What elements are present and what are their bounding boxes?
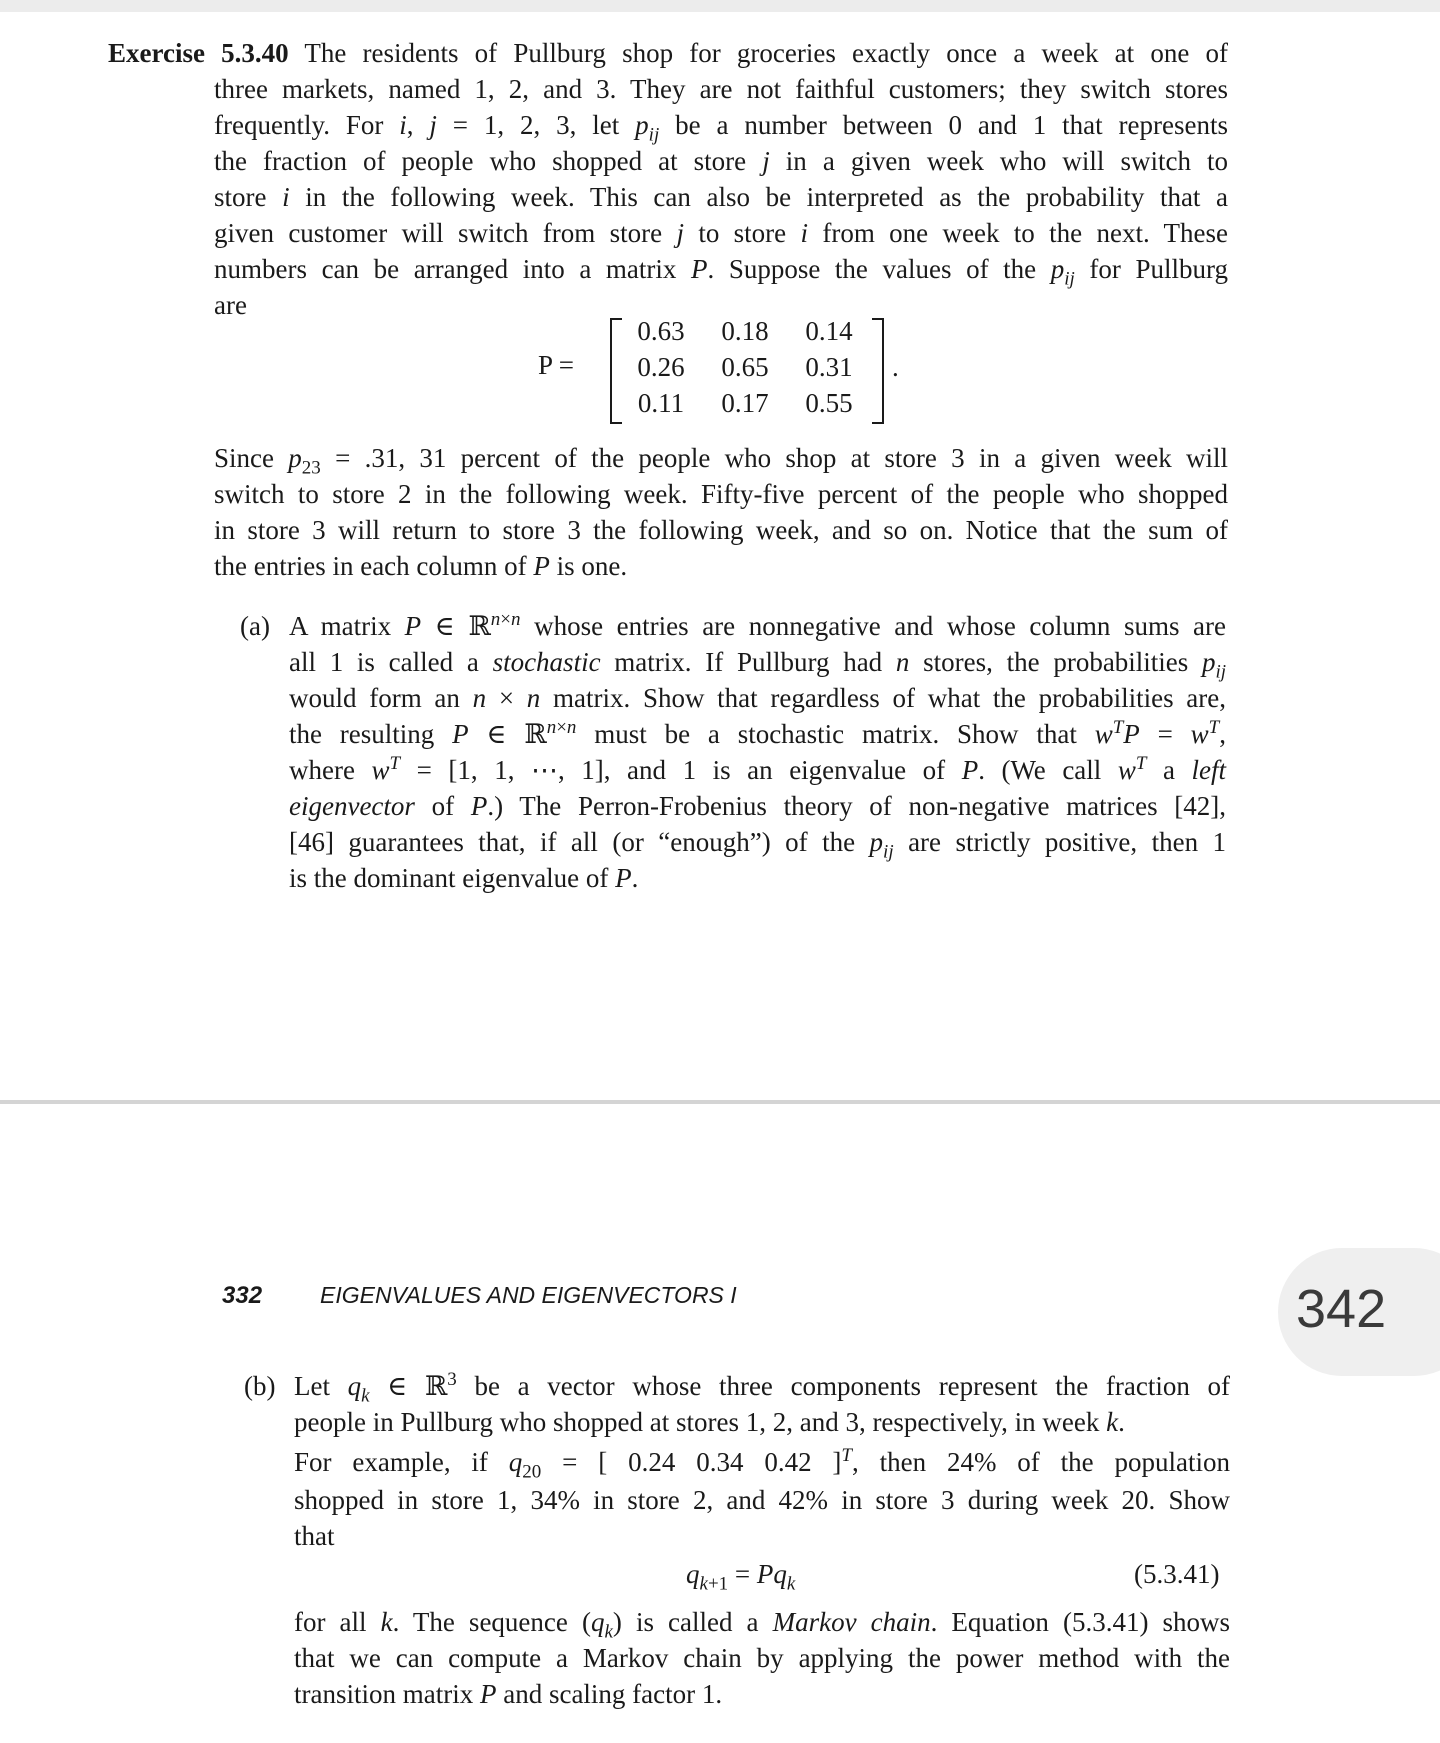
part-b-marker: (b) bbox=[244, 1371, 276, 1401]
matrix-cell: 0.17 bbox=[721, 388, 769, 418]
part-a-line-7: [46] guarantees that, if all (or “enough”) of the $p_{ij}$ are strictly positive, then 1 bbox=[289, 827, 1227, 863]
part-a-line-2: all 1 is called a stochastic matrix. If Pullburg had n stores, the probabilities $p_{ij}$ bbox=[289, 647, 1227, 683]
exercise-label: Exercise 5.3.40 bbox=[108, 38, 289, 68]
part-a-line-3: would form an n × n matrix. Show that regardless of what the probabilities are, bbox=[289, 683, 1227, 713]
page-divider bbox=[0, 1100, 1440, 1104]
part-b-line-5: that bbox=[294, 1521, 335, 1551]
matrix-cell: 0.63 bbox=[637, 316, 685, 346]
part-a-line-5: where $w^T = [1$, 1, ⋯, 1], and 1 is an eigenvalue of P. (We call $w^T$ a left bbox=[289, 753, 1227, 785]
viewer-page-indicator bbox=[1278, 1248, 1440, 1376]
equation-label: (5.3.41) bbox=[1134, 1559, 1220, 1589]
exercise-line-1: Exercise 5.3.40 The residents of Pullburg shop for groceries exactly once a week at one of bbox=[108, 38, 1229, 68]
para2-line-2: switch to store 2 in the following week. Fifty-five percent of the people who shopped bbox=[214, 479, 1228, 509]
matrix-cell: 0.11 bbox=[637, 388, 685, 418]
part-a-line-6: eigenvector of P.) The Perron-Frobenius theory of non-negative matrices [42], bbox=[289, 791, 1227, 821]
part-b-line-1: Let $q_k$ ∈ ℝ$^3$ be a vector whose three components represent the fraction of bbox=[294, 1369, 1231, 1407]
part-a-line-8: is the dominant eigenvalue of P. bbox=[289, 863, 639, 893]
viewer-top-bar bbox=[0, 0, 1440, 12]
matrix-cell: 0.18 bbox=[721, 316, 769, 346]
exercise-line-3: frequently. For i, j = 1, 2, 3, let $p_{ij}$ be a number between 0 and 1 that represents bbox=[214, 110, 1229, 146]
para2-line-1: Since $p_{23} = .31$, 31 percent of the people who shop at store 3 in a given week will bbox=[214, 443, 1228, 479]
para2-line-3: in store 3 will return to store 3 the following week, and so on. Notice that the sum of bbox=[214, 515, 1228, 545]
exercise-line-6: given customer will switch from store j to store i from one week to the next. These bbox=[214, 218, 1229, 248]
part-b-line-8: that we can compute a Markov chain by applying the power method with the bbox=[294, 1643, 1230, 1673]
exercise-line-8: are bbox=[214, 290, 247, 320]
markov-equation: $q_{k+1} = Pq_k$ bbox=[686, 1559, 796, 1595]
part-a-line-1: A matrix P ∈ ℝ$^{n\times n}$ whose entries are nonnegative and whose column sums are bbox=[289, 609, 1227, 641]
exercise-line-2: three markets, named 1, 2, and 3. They are not faithful customers; they switch stores bbox=[214, 74, 1228, 104]
part-b-line-3: For example, if $q_{20}$ = [ 0.24 0.34 0.42 ]$^T$, then 24% of the population bbox=[294, 1445, 1230, 1483]
transition-matrix bbox=[530, 312, 910, 424]
exercise-line-5: store i in the following week. This can also be interpreted as the probability that a bbox=[214, 182, 1229, 212]
matrix-right-bracket bbox=[872, 318, 884, 424]
part-b-line-2: people in Pullburg who shopped at stores 1, 2, and 3, respectively, in week k. bbox=[294, 1407, 1125, 1437]
exercise-line-7: numbers can be arranged into a matrix P. Suppose the values of the $p_{ij}$ for Pullburg bbox=[214, 254, 1228, 290]
matrix-cell: 0.55 bbox=[805, 388, 853, 418]
part-a-line-4: the resulting P ∈ ℝ$^{n\times n}$ must be a stochastic matrix. Show that $w^TP = w^T$, bbox=[289, 717, 1226, 749]
running-head: EIGENVALUES AND EIGENVECTORS I bbox=[320, 1282, 737, 1308]
matrix-cell: 0.26 bbox=[637, 352, 685, 382]
matrix-cell: 0.14 bbox=[805, 316, 853, 346]
matrix-label: P = bbox=[538, 350, 574, 380]
exercise-line-4: the fraction of people who shopped at store j in a given week who will switch to bbox=[214, 146, 1229, 176]
part-b-line-4: shopped in store 1, 34% in store 2, and 42% in store 3 during week 20. Show bbox=[294, 1485, 1230, 1515]
matrix-left-bracket bbox=[610, 318, 622, 424]
part-b-line-7: for all k. The sequence $(q_k)$ is called a Markov chain. Equation (5.3.41) shows bbox=[294, 1607, 1231, 1643]
printed-page-number: 332 bbox=[222, 1282, 263, 1309]
para2-line-4: the entries in each column of P is one. bbox=[214, 551, 628, 581]
part-a-marker: (a) bbox=[240, 611, 270, 641]
matrix-cell: 0.31 bbox=[805, 352, 853, 382]
matrix-period: . bbox=[892, 352, 899, 382]
part-b-line-9: transition matrix P and scaling factor 1. bbox=[294, 1679, 723, 1709]
matrix-cell: 0.65 bbox=[721, 352, 769, 382]
viewer-page-number: 342 bbox=[1296, 1279, 1387, 1339]
